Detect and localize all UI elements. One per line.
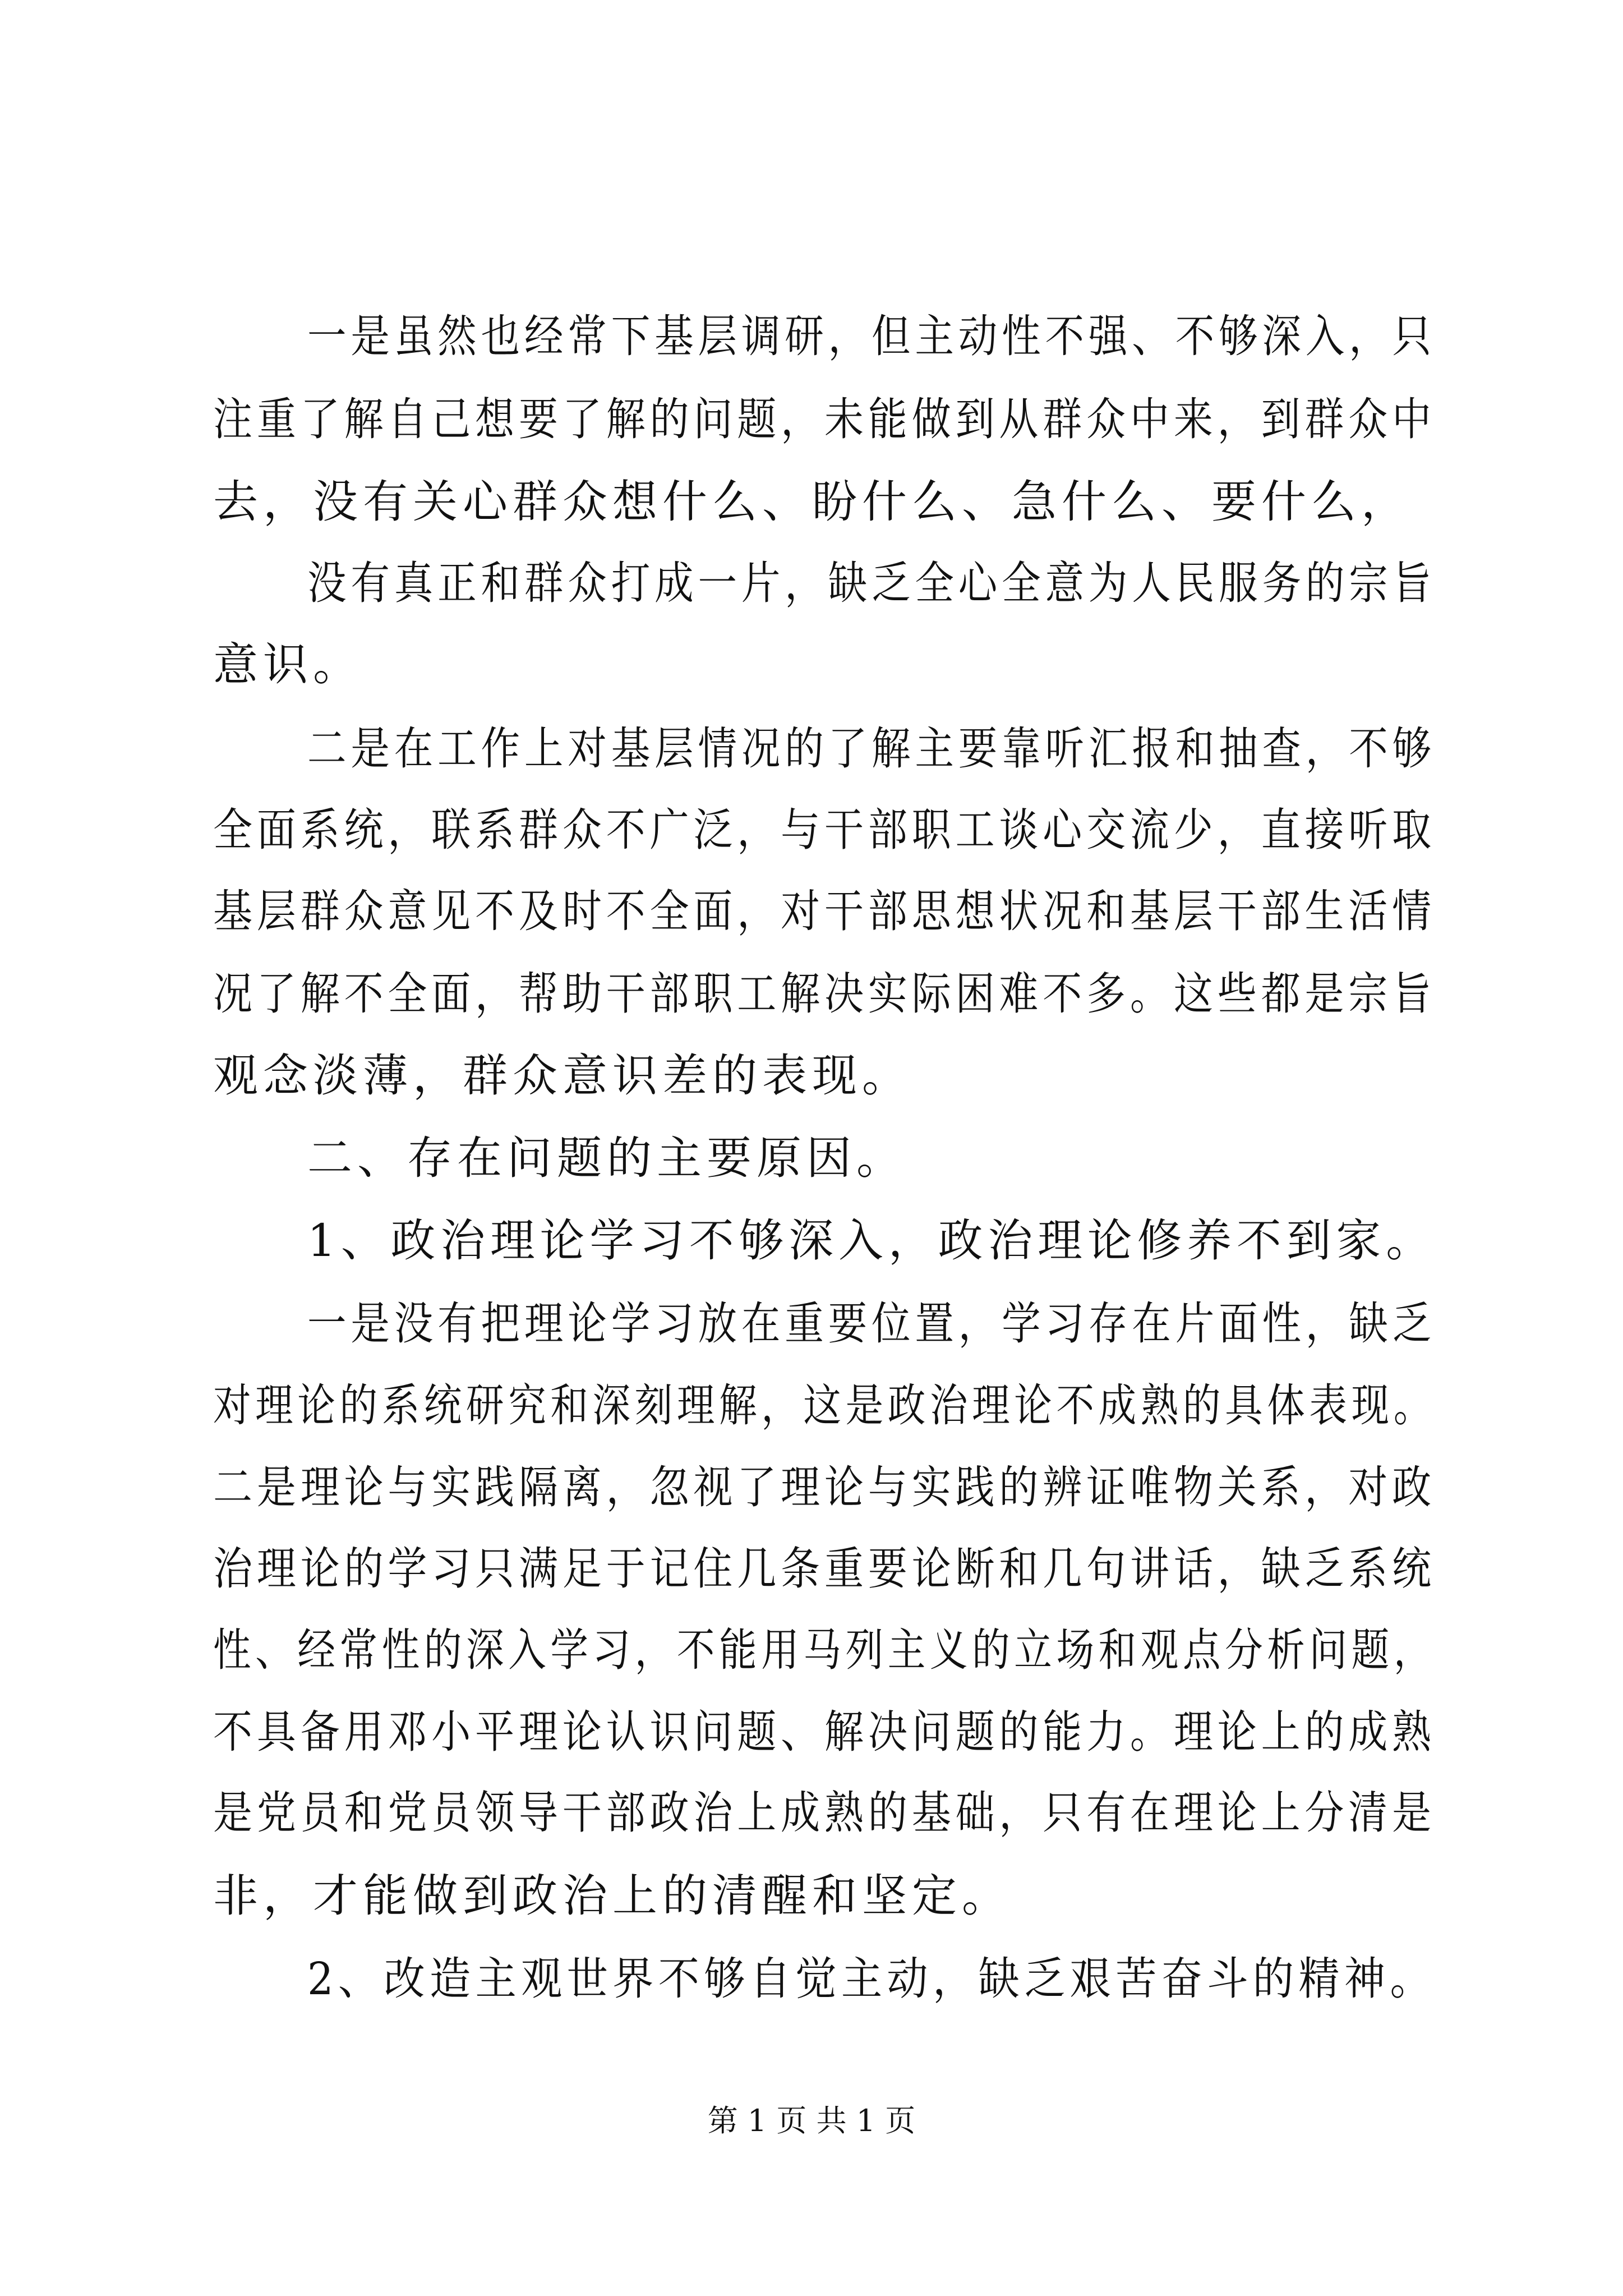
page-footer: 第 1 页 共 1 页 — [707, 2103, 916, 2138]
text-line: 观念淡薄，群众意识差的表现。 — [213, 1050, 912, 1102]
text-line: 不具备用邓小平理论认识问题、解决问题的能力。理论上的成熟 — [213, 1706, 1436, 1758]
text-line: 一是没有把理论学习放在重要位置，学习存在片面性，缺乏 — [307, 1297, 1436, 1350]
text-line: 基层群众意见不及时不全面，对干部思想状况和基层干部生活情 — [213, 885, 1436, 937]
text-line: 是党员和党员领导干部政治上成熟的基础，只有在理论上分清是 — [213, 1787, 1436, 1839]
text-line: 非，才能做到政治上的清醒和坚定。 — [213, 1870, 1012, 1922]
text-line: 治理论的学习只满足于记住几条重要论断和几句讲话，缺乏系统 — [213, 1543, 1436, 1595]
text-line: 二是在工作上对基层情况的了解主要靠听汇报和抽查，不够 — [307, 723, 1436, 775]
text-line: 没有真正和群众打成一片，缺乏全心全意为人民服务的宗旨 — [307, 557, 1436, 609]
text-line: 二是理论与实践隔离，忽视了理论与实践的辨证唯物关系，对政 — [213, 1461, 1436, 1513]
text-line: 一是虽然也经常下基层调研，但主动性不强、不够深入，只 — [307, 310, 1436, 362]
text-line: 1、政治理论学习不够深入，政治理论修养不到家。 — [307, 1214, 1436, 1267]
text-line: 性、经常性的深入学习，不能用马列主义的立场和观点分析问题， — [213, 1624, 1436, 1676]
text-line: 对理论的系统研究和深刻理解，这是政治理论不成熟的具体表现。 — [213, 1379, 1436, 1432]
text-line: 况了解不全面，帮助干部职工解决实际困难不多。这些都是宗旨 — [213, 968, 1436, 1020]
text-line: 全面系统，联系群众不广泛，与干部职工谈心交流少，直接听取 — [213, 804, 1436, 856]
text-line: 2、改造主观世界不够自觉主动，缺乏艰苦奋斗的精神。 — [307, 1953, 1436, 2005]
text-line: 去，没有关心群众想什么、盼什么、急什么、要什么， — [213, 476, 1411, 528]
text-line: 意识。 — [213, 638, 363, 691]
text-line: 注重了解自己想要了解的问题，未能做到从群众中来，到群众中 — [213, 393, 1436, 445]
text-line: 二、存在问题的主要原因。 — [307, 1132, 906, 1184]
